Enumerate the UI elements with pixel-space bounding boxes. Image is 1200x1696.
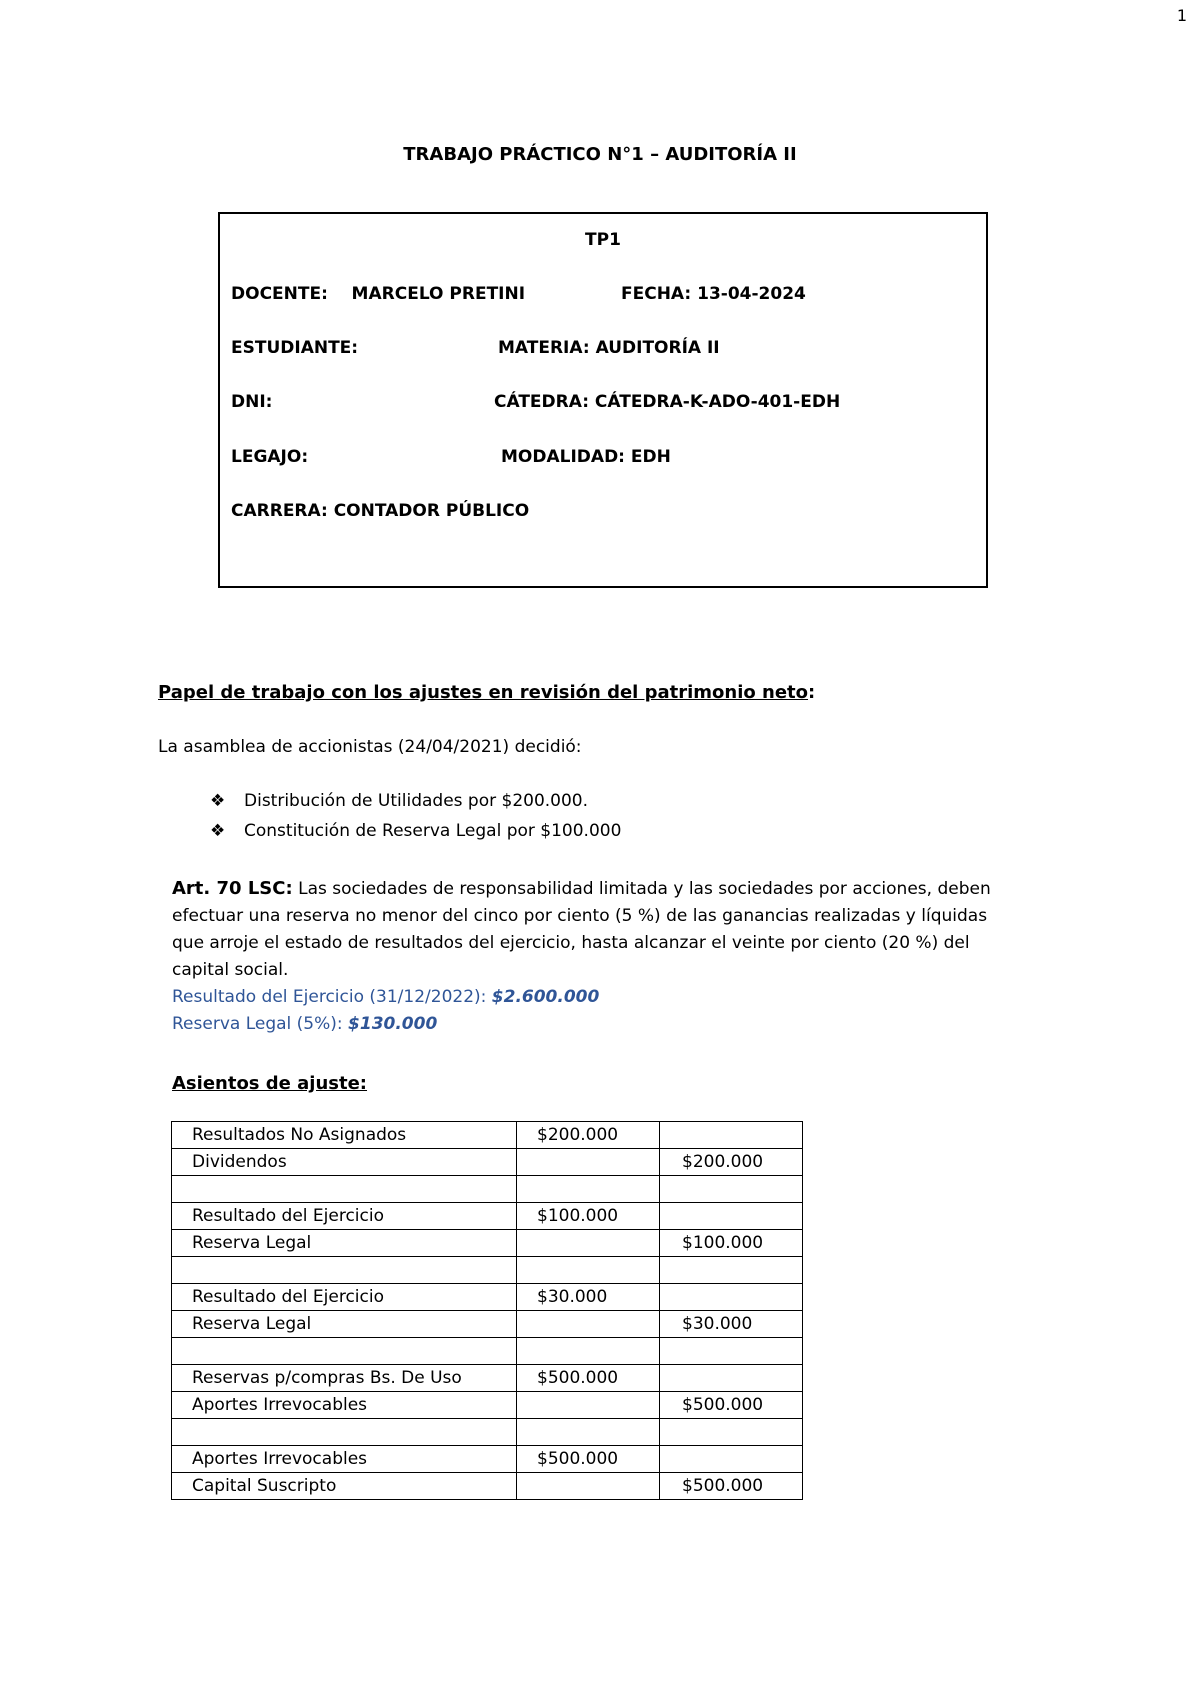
- estudiante-field: ESTUDIANTE:: [231, 338, 359, 358]
- account-cell: Dividendos: [172, 1149, 517, 1176]
- table-row: [172, 1446, 803, 1473]
- debit-cell: [517, 1230, 660, 1257]
- info-box-tp: TP1: [585, 230, 621, 250]
- credit-cell: [660, 1257, 803, 1284]
- debit-cell: [517, 1311, 660, 1338]
- bullet-text: Distribución de Utilidades por $200.000.: [244, 791, 589, 811]
- list-item: [210, 791, 588, 811]
- account-cell: Aportes Irrevocables: [172, 1392, 517, 1419]
- account-cell: Resultados No Asignados: [172, 1122, 517, 1149]
- debit-cell: [517, 1392, 660, 1419]
- list-item: [210, 821, 621, 841]
- table-row: [172, 1311, 803, 1338]
- table-row: [172, 1257, 803, 1284]
- debit-cell: [517, 1338, 660, 1365]
- section-heading-patrimonio: [158, 682, 815, 703]
- resultado-ejercicio-label: Resultado del Ejercicio (31/12/2022):: [172, 987, 492, 1007]
- info-box: [218, 212, 988, 588]
- debit-cell: $200.000: [517, 1122, 660, 1149]
- section-heading-colon: :: [808, 682, 816, 703]
- credit-cell: [660, 1419, 803, 1446]
- credit-cell: $200.000: [660, 1149, 803, 1176]
- account-cell: [172, 1419, 517, 1446]
- table-row: [172, 1419, 803, 1446]
- document-title: TRABAJO PRÁCTICO N°1 – AUDITORÍA II: [403, 144, 797, 165]
- credit-cell: $500.000: [660, 1392, 803, 1419]
- fecha-field: FECHA: 13-04-2024: [621, 284, 806, 304]
- credit-cell: [660, 1122, 803, 1149]
- account-cell: [172, 1338, 517, 1365]
- credit-cell: [660, 1176, 803, 1203]
- debit-cell: [517, 1419, 660, 1446]
- section-heading-patrimonio-text: Papel de trabajo con los ajustes en revisión del patrimonio neto: [158, 682, 809, 703]
- adjustment-entries-table: [171, 1121, 803, 1500]
- credit-cell: [660, 1338, 803, 1365]
- article-text: Las sociedades de responsabilidad limitada y las sociedades por acciones, deben efectuar una reserva no menor del cinco por ciento (5 %) de las ganancias realizadas y líquidas que arroje el estado de resultados del ejercicio, hasta alcanzar el veinte por ciento (20 %) del capital social.: [172, 879, 991, 980]
- section-heading-asientos: Asientos de ajuste:: [172, 1073, 368, 1094]
- reserva-legal-label: Reserva Legal (5%):: [172, 1014, 349, 1034]
- docente-field: DOCENTE: MARCELO PRETINI: [231, 284, 526, 304]
- table-row: [172, 1176, 803, 1203]
- page-number: 1: [1176, 6, 1187, 25]
- account-cell: Reservas p/compras Bs. De Uso: [172, 1365, 517, 1392]
- account-cell: [172, 1176, 517, 1203]
- table-row: [172, 1473, 803, 1500]
- table-row: [172, 1230, 803, 1257]
- article-label: Art. 70 LSC:: [172, 878, 293, 899]
- account-cell: Reserva Legal: [172, 1311, 517, 1338]
- credit-cell: $100.000: [660, 1230, 803, 1257]
- credit-cell: [660, 1365, 803, 1392]
- table-row: [172, 1149, 803, 1176]
- debit-cell: $30.000: [517, 1284, 660, 1311]
- table-row: [172, 1365, 803, 1392]
- table-row: [172, 1338, 803, 1365]
- asamblea-intro: La asamblea de accionistas (24/04/2021) decidió:: [158, 737, 582, 757]
- account-cell: Capital Suscripto: [172, 1473, 517, 1500]
- debit-cell: [517, 1473, 660, 1500]
- account-cell: [172, 1257, 517, 1284]
- table-row: [172, 1284, 803, 1311]
- credit-cell: $500.000: [660, 1473, 803, 1500]
- article-70-paragraph: [172, 875, 1022, 1038]
- account-cell: Resultado del Ejercicio: [172, 1203, 517, 1230]
- account-cell: Aportes Irrevocables: [172, 1446, 517, 1473]
- dni-field: DNI:: [231, 392, 273, 412]
- account-cell: Reserva Legal: [172, 1230, 517, 1257]
- debit-cell: $500.000: [517, 1446, 660, 1473]
- diamond-bullet-icon: ❖: [210, 821, 226, 841]
- reserva-legal-value: $130.000: [348, 1014, 438, 1034]
- debit-cell: [517, 1257, 660, 1284]
- debit-cell: [517, 1149, 660, 1176]
- resultado-ejercicio-value: $2.600.000: [491, 987, 600, 1007]
- account-cell: Resultado del Ejercicio: [172, 1284, 517, 1311]
- table-row: [172, 1203, 803, 1230]
- debit-cell: $100.000: [517, 1203, 660, 1230]
- bullet-text: Constitución de Reserva Legal por $100.000: [244, 821, 622, 841]
- debit-cell: $500.000: [517, 1365, 660, 1392]
- credit-cell: [660, 1203, 803, 1230]
- table-row: [172, 1122, 803, 1149]
- debit-cell: [517, 1176, 660, 1203]
- diamond-bullet-icon: ❖: [210, 791, 226, 811]
- catedra-field: CÁTEDRA: CÁTEDRA-K-ADO-401-EDH: [494, 392, 841, 412]
- carrera-field: CARRERA: CONTADOR PÚBLICO: [231, 501, 530, 521]
- materia-field: MATERIA: AUDITORÍA II: [498, 338, 720, 358]
- credit-cell: [660, 1446, 803, 1473]
- legajo-field: LEGAJO:: [231, 447, 309, 467]
- table-row: [172, 1392, 803, 1419]
- credit-cell: [660, 1284, 803, 1311]
- modalidad-field: MODALIDAD: EDH: [501, 447, 671, 467]
- credit-cell: $30.000: [660, 1311, 803, 1338]
